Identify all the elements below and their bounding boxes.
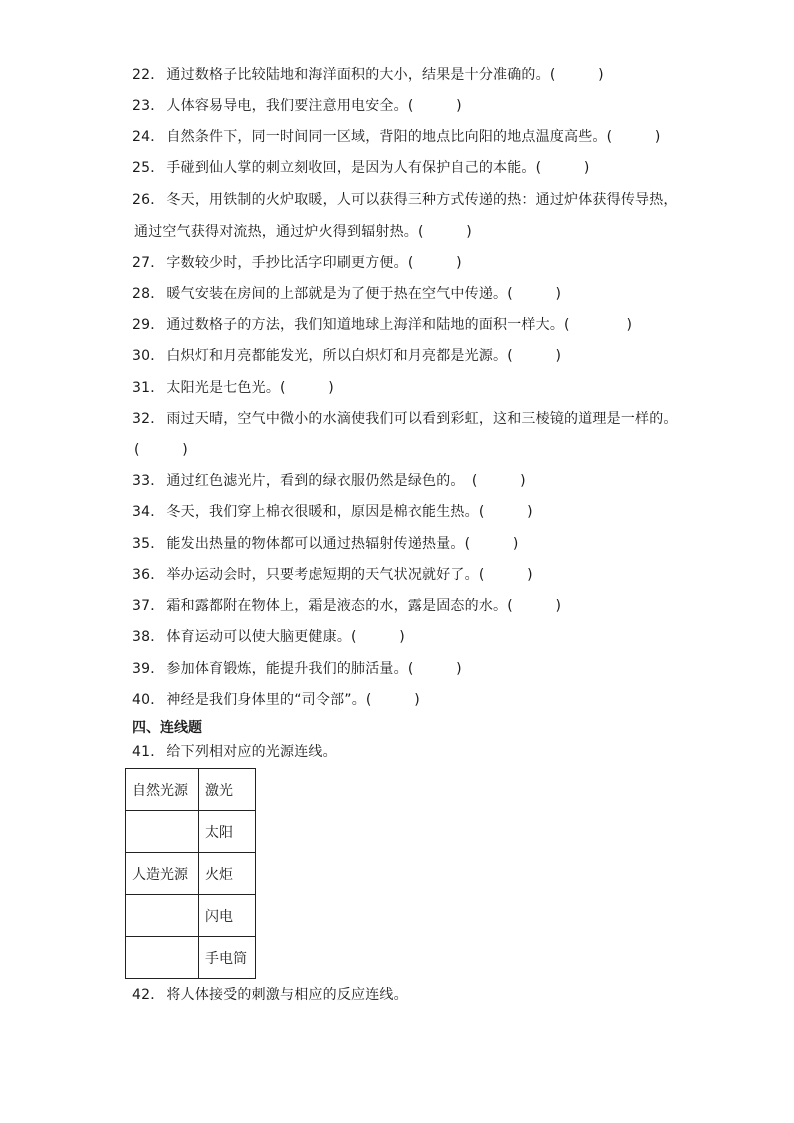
question-number: 32． [132, 411, 165, 427]
question-25 [132, 158, 590, 178]
question-29 [132, 315, 632, 335]
question-text: 手碰到仙人掌的刺立刻收回，是因为人有保护自己的本能。( ) [166, 160, 590, 176]
question-31 [132, 378, 334, 398]
question-text: 举办运动会时，只要考虑短期的天气状况就好了。( ) [166, 567, 533, 583]
question-number: 23． [132, 98, 165, 114]
question-41 [132, 742, 337, 762]
question-text: 雨过天晴，空气中微小的水滴使我们可以看到彩虹，这和三棱镜的道理是一样的。 [166, 411, 678, 427]
question-text: 冬天，我们穿上棉衣很暖和，原因是棉衣能生热。( ) [166, 504, 533, 520]
table-row [126, 895, 256, 937]
question-36 [132, 565, 533, 585]
question-number: 28． [132, 286, 165, 302]
question-26 [132, 190, 678, 210]
question-text: 神经是我们身体里的“司令部”。( ) [166, 692, 420, 708]
question-28 [132, 284, 561, 304]
table-cell-item: 激光 [199, 769, 256, 811]
table-cell-item: 火炬 [199, 853, 256, 895]
question-text: 能发出热量的物体都可以通过热辐射传递热量。( ) [166, 536, 519, 552]
question-32 [132, 409, 678, 429]
question-number: 26． [132, 192, 165, 208]
question-text: 给下列相对应的光源连线。 [166, 744, 337, 760]
table-cell-category [126, 811, 199, 853]
question-38 [132, 627, 405, 647]
question-40 [132, 690, 420, 710]
table-row [126, 811, 256, 853]
question-35 [132, 534, 519, 554]
question-text: 白炽灯和月亮都能发光，所以白炽灯和月亮都是光源。( ) [166, 348, 562, 364]
question-39 [132, 659, 462, 679]
question-text: 太阳光是七色光。( ) [166, 380, 334, 396]
table-cell-item: 太阳 [199, 811, 256, 853]
question-number: 31． [132, 380, 165, 396]
question-text: 自然条件下，同一时间同一区域，背阳的地点比向阳的地点温度高些。( ) [166, 129, 661, 145]
question-number: 37． [132, 598, 165, 614]
question-number: 40． [132, 692, 165, 708]
question-number: 24． [132, 129, 165, 145]
question-number: 39． [132, 661, 165, 677]
question-text: 参加体育锻炼，能提升我们的肺活量。( ) [166, 661, 462, 677]
question-number: 30． [132, 348, 165, 364]
table-cell-category: 自然光源 [126, 769, 199, 811]
table-row [126, 769, 256, 811]
question-text: 冬天，用铁制的火炉取暖，人可以获得三种方式传递的热：通过炉体获得传导热， [166, 192, 678, 208]
light-source-matching-table [125, 768, 256, 979]
question-number: 42． [132, 987, 165, 1003]
question-text: 通过红色滤光片，看到的绿衣服仍然是绿色的。 ( ) [166, 473, 526, 489]
table-cell-item: 闪电 [199, 895, 256, 937]
question-text: 人体容易导电，我们要注意用电安全。( ) [166, 98, 462, 114]
question-number: 36． [132, 567, 165, 583]
table-cell-item: 手电筒 [199, 937, 256, 979]
question-33 [132, 471, 526, 491]
question-number: 38． [132, 629, 165, 645]
question-number: 34． [132, 504, 165, 520]
question-text: 将人体接受的刺激与相应的反应连线。 [166, 987, 408, 1003]
question-number: 29． [132, 317, 165, 333]
section-heading: 四、连线题 [132, 720, 202, 736]
question-text: 霜和露都附在物体上，霜是液态的水，露是固态的水。( ) [166, 598, 562, 614]
question-23 [132, 96, 462, 116]
table-row [126, 853, 256, 895]
question-number: 22． [132, 67, 165, 83]
question-number: 35． [132, 536, 165, 552]
table-cell-category [126, 895, 199, 937]
table-cell-category: 人造光源 [126, 853, 199, 895]
question-42 [132, 985, 408, 1005]
question-24 [132, 127, 661, 147]
table-cell-category [126, 937, 199, 979]
question-number: 41． [132, 744, 165, 760]
question-text: 暖气安装在房间的上部就是为了便于热在空气中传递。( ) [166, 286, 562, 302]
question-text: 通过空气获得对流热，通过炉火得到辐射热。( ) [134, 224, 472, 240]
table-row [126, 937, 256, 979]
question-text: 通过数格子比较陆地和海洋面积的大小，结果是十分准确的。( ) [166, 67, 604, 83]
question-32-continued [132, 440, 188, 460]
question-number: 25． [132, 160, 165, 176]
question-26-continued [132, 222, 472, 242]
question-text: 体育运动可以使大脑更健康。( ) [166, 629, 405, 645]
question-22 [132, 65, 604, 85]
question-text: ( ) [134, 442, 188, 458]
question-30 [132, 346, 561, 366]
question-number: 33． [132, 473, 165, 489]
question-37 [132, 596, 561, 616]
question-text: 字数较少时，手抄比活字印刷更方便。( ) [166, 255, 462, 271]
question-27 [132, 253, 462, 273]
question-34 [132, 502, 533, 522]
question-number: 27． [132, 255, 165, 271]
question-text: 通过数格子的方法，我们知道地球上海洋和陆地的面积一样大。( ) [166, 317, 633, 333]
